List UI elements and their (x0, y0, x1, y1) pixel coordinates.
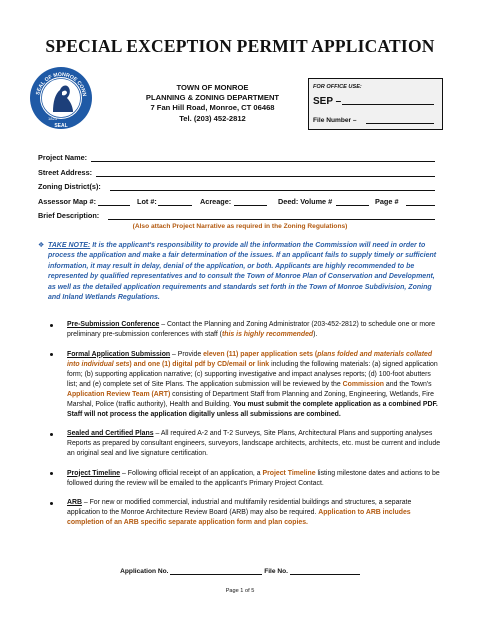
deed-volume-label: Deed: Volume # (278, 196, 333, 206)
file-number-footer-label: File No. (264, 568, 288, 575)
lot-field[interactable] (158, 205, 192, 206)
office-use-label: FOR OFFICE USE: (313, 84, 362, 90)
file-number-field[interactable] (366, 123, 434, 124)
bullet-icon (50, 472, 53, 475)
project-name-field[interactable] (91, 161, 435, 162)
diamond-bullet-icon: ❖ (38, 242, 45, 249)
page-title: SPECIAL EXCEPTION PERMIT APPLICATION (45, 36, 435, 56)
seal-year: 1823 (48, 116, 57, 121)
sep-number-field[interactable] (342, 104, 434, 105)
take-note-paragraph (38, 241, 438, 303)
assessor-map-field[interactable] (98, 205, 130, 206)
attach-narrative-note: (Also attach Project Narrative as required in the Zoning Regulations) (132, 223, 348, 230)
office-use-box (308, 78, 443, 130)
lot-label: Lot #: (137, 196, 157, 206)
file-number-footer-field[interactable] (290, 569, 360, 575)
department-address-block (120, 83, 305, 124)
page-number: Page 1 of 5 (225, 588, 255, 594)
acreage-label: Acreage: (200, 196, 232, 206)
zoning-district-field[interactable] (110, 190, 435, 191)
page-number-label: Page # (375, 196, 399, 206)
street-address-field[interactable] (96, 176, 435, 177)
bullet-icon (50, 324, 53, 327)
department-name: PLANNING & ZONING DEPARTMENT (145, 93, 280, 103)
take-note-text: It is the applicant's responsibility to provide all the information the Commission will need in order to process the application and make a fair determination of the issues. If an applicant fails to supply timely or sufficient information, it may result in delay, denial of the application, or both. Applicants are highly recommended to be represented by qualified representatives and to consult the Town of Monroe Plan of Conservation and Development, as well as the detailed application requirements and standards set forth in the Town of Monroe Subdivision, Zoning and Inland Wetlands Regulations. (48, 242, 437, 302)
bullet-icon (50, 433, 53, 436)
sep-label: SEP – (313, 96, 342, 107)
acreage-field[interactable] (234, 205, 267, 206)
requirements-list (38, 320, 442, 538)
project-info-form (38, 153, 438, 226)
application-number-field[interactable] (170, 569, 262, 575)
page-number-field[interactable] (406, 205, 435, 206)
seal-ring-text: SEAL OF MONROE CONN (35, 71, 87, 97)
seal-bottom-text: SEAL (54, 123, 68, 129)
list-item: Project Timeline – Following official receipt of an application, a Project Timeline listing milestone dates and actions to be followed during the review will be emailed to the applicant's Primary Project Contact. (38, 469, 442, 489)
bullet-icon (50, 502, 53, 505)
deed-volume-field[interactable] (336, 205, 369, 206)
zoning-district-label: Zoning District(s): (38, 182, 101, 191)
list-item: Pre-Submission Conference – Contact the Planning and Zoning Administrator (203-452-2812) to schedule one or more preliminary pre-submission conferences with staff (this is highly recommended). (38, 320, 442, 340)
town-name: TOWN OF MONROE (176, 83, 249, 92)
brief-description-field[interactable] (108, 219, 435, 220)
list-item: ARB – For new or modified commercial, industrial and multifamily residential buildings and structures, a separate application to the Monroe Architecture Review Board (ARB) may also be required. Application to ARB includes completion of an ARB specific separate application form and plan copies. (38, 498, 442, 528)
project-name-label: Project Name: (38, 153, 88, 162)
application-number-label: Application No. (120, 568, 169, 575)
department-phone: Tel. (203) 452-2812 (179, 113, 246, 123)
town-seal-logo (29, 66, 93, 130)
take-note-label: TAKE NOTE: (48, 242, 91, 249)
list-item: Sealed and Certified Plans – All required A-2 and T-2 Surveys, Site Plans, Architectural Plans and supporting analyses Reports as prepared by consultant engineers, surveyors, landscape architects, architects, etc. must be current and include an original seal and live signature certification. (38, 429, 442, 459)
bullet-icon (50, 353, 53, 356)
application-number-row (0, 568, 480, 575)
street-address-label: Street Address: (38, 167, 93, 177)
list-item: Formal Application Submission – Provide eleven (11) paper application sets (plans folded and materials collated into individual sets) and one (1) digital pdf by CD/email or link including the following materials: (a) signed application form; (b) supporting application narrative; (c) supporting investigative and impact analyses reports; (d) 100-foot abutters list; and (e) complete set of Site Plans. The application submission will be reviewed by the Commission and the Town's Application Review Team (ART) consisting of Department Staff from Planning and Zoning, Engineering, Wetlands, Fire Marshal, Police (traffic authority), Health and Building. You must submit the complete application as a combined PDF. Staff will not process the application digitally unless all submissions are combined. (38, 350, 442, 420)
brief-description-label: Brief Description: (38, 211, 100, 220)
department-address: 7 Fan Hill Road, Monroe, CT 06468 (150, 103, 275, 113)
assessor-map-label: Assessor Map #: (38, 196, 96, 206)
file-number-label: File Number – (313, 117, 357, 124)
